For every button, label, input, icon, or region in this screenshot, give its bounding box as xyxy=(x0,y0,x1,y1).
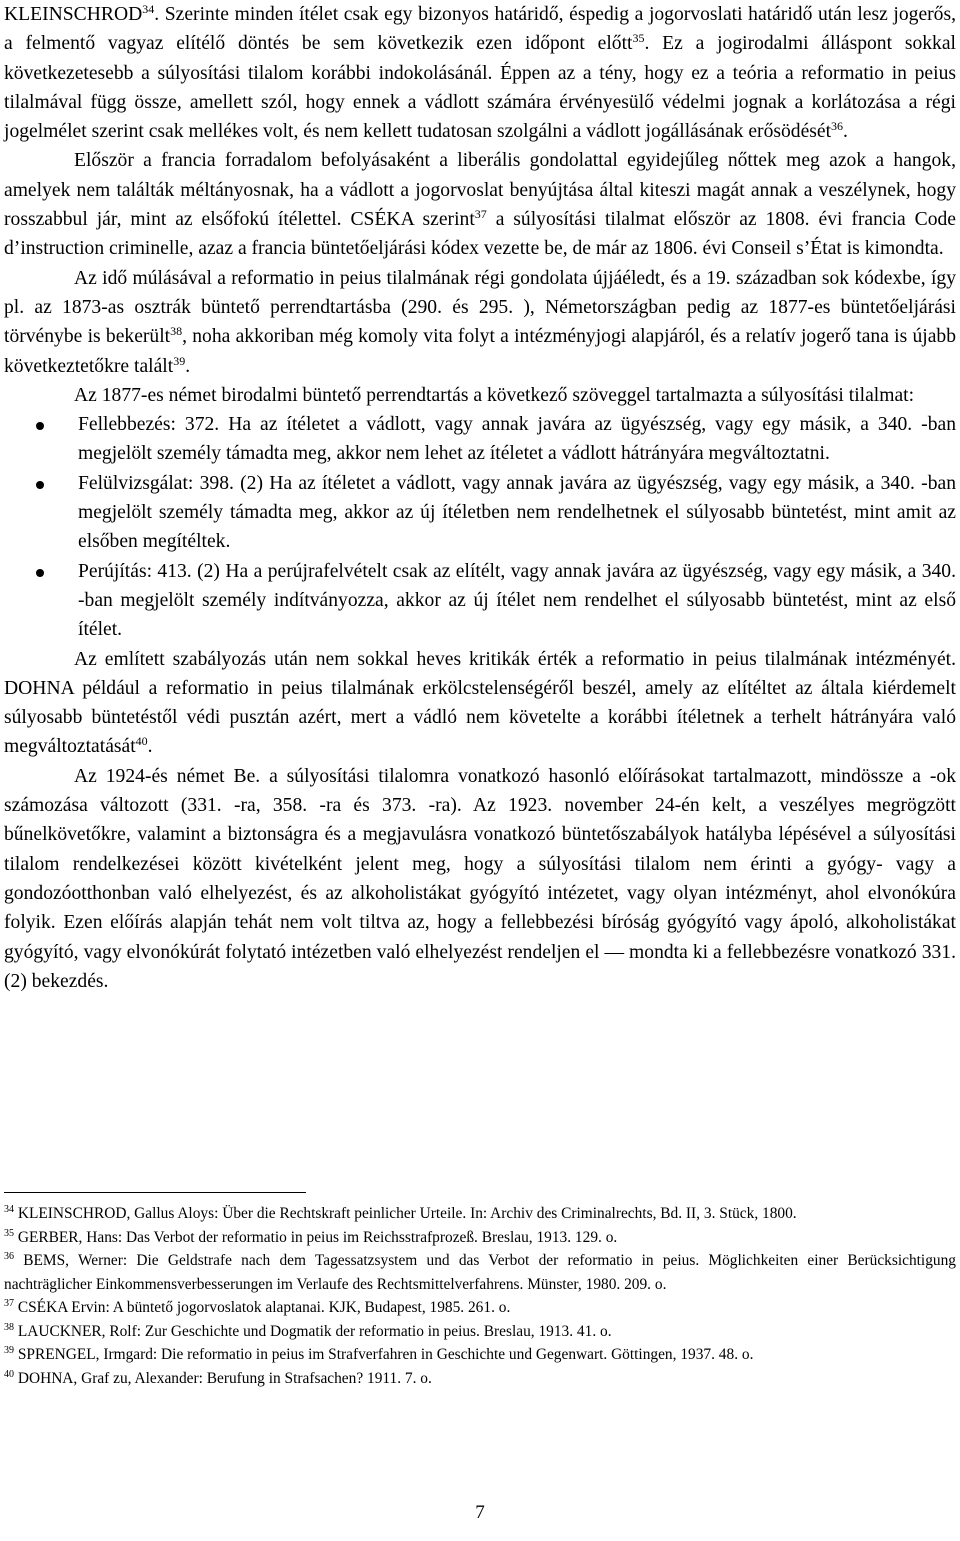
footnote-ref[interactable]: 39 xyxy=(173,353,186,368)
text-run: Először a francia forradalom befolyásaként a liberális gondolattal egyidejűleg nőttek meg azok a hangok, amelyek nem találták méltányosnak, ha a vádlott a jogorvoslat benyújtása által kiteszi magát annak a veszélynek, hogy rosszabbul jár, mint az elsőfokú ítélettel. CSÉKA szerint xyxy=(4,150,956,231)
text-run: Az 1924-és német Be. a súlyosítási tilalomra vonatkozó hasonló előírásokat tartalmazott, mindössze a -ok számozása változott (331. -ra, 358. -ra és 373. -ra). Az 1923. november 24-én kelt, a veszélyes megrögzött bűnelkövetőkre, valamint a biztonságra és a megjavulásra vonatkozó büntetőszabályok hatályba lépésével a súlyosítási tilalom rendelkezései között kivételként jelent meg, hogy a súlyosítási tilalom nem érinti a gyógy- vagy a gondozóotthonban való elhelyezést, és az alkoholistákat gyógyító intézetet, vagy olyan intézményt, ahol elvonókúra folyik. Ezen előírás alapján tehát nem volt tiltva az, hogy a fellebbezési bíróság gyógyító vagy ápoló, alkoholistákat gyógyító, vagy elvonókúrát folytató intézetben való elhelyezést rendeljen el — mondta ki a fellebbezésre vonatkozó 331. (2) bekezdés. xyxy=(4,765,956,992)
paragraph-4 xyxy=(4,381,956,410)
bullet-icon xyxy=(36,569,44,577)
footnote-ref[interactable]: 34 xyxy=(142,2,155,16)
paragraph-2 xyxy=(4,146,956,263)
footnote-text: CSÉKA Ervin: A büntető jogorvoslatok alaptanai. KJK, Budapest, 1985. 261. o. xyxy=(14,1299,511,1316)
footnote-number: 37 xyxy=(4,1298,14,1309)
text-run: KLEINSCHROD xyxy=(4,4,143,25)
footnote-text: LAUCKNER, Rolf: Zur Geschichte und Dogmatik der reformatio in peius. Breslau, 1913. 41. o. xyxy=(14,1322,612,1340)
paragraph-5 xyxy=(4,645,956,762)
footnote-text: SPRENGEL, Irmgard: Die reformatio in peius im Strafverfahren in Geschichte und Gegenwart. Göttingen, 1937. 48. o. xyxy=(14,1346,754,1363)
list-item xyxy=(4,557,956,645)
bullet-icon xyxy=(36,481,44,489)
footnote-number: 38 xyxy=(4,1321,14,1333)
bullet-list xyxy=(4,410,956,644)
list-item-text: Fellebbezés: 372. Ha az ítéletet a vádlott, vagy annak javára az ügyészség, vagy egy másik, a 340. -ban megjelölt személy támadta meg, akkor nem lehet az ítéletet a vádlott hátrányára megváltoztatni. xyxy=(78,414,956,465)
footnote-separator xyxy=(4,1192,306,1193)
text-run: . xyxy=(147,736,153,758)
bullet-icon xyxy=(36,422,44,430)
page-number: 7 xyxy=(475,1502,485,1523)
footnote-number: 39 xyxy=(4,1345,14,1356)
footnote xyxy=(4,1343,956,1367)
list-item xyxy=(4,469,956,557)
body-text xyxy=(4,0,956,996)
text-run: Az 1877-es német birodalmi büntető perrendtartás a következő szöveggel tartalmazta a súlyosítási tilalmat: xyxy=(74,384,915,406)
footnote-text: KLEINSCHROD, Gallus Aloys: Über die Rechtskraft peinlicher Urteile. In: Archiv des Criminalrechts, Bd. II, 3. Stück, 1800. xyxy=(14,1205,797,1222)
list-item-text: Felülvizsgálat: 398. (2) Ha az ítéletet a vádlott, vagy annak javára az ügyészség, vagy egy másik, a 340. -ban megjelölt személy támadta meg, akkor az új ítéletben nem rendelhetnek el súlyosabb büntetést, mint amit az elsőben megítéltek. xyxy=(78,472,956,553)
footnote-ref[interactable]: 36 xyxy=(831,119,844,134)
text-run: . xyxy=(843,121,848,143)
text-run: . Szerinte minden ítélet csak egy bizonyos határidő, éspedig a jogorvoslati határidő után lesz jogerős, a felmentő vagyaz elítélő döntés be sem következik ezen időpont előtt xyxy=(4,4,956,55)
text-run: Az idő múlásával a reformatio in peius tilalmának régi gondolata újjáéledt, és a 19. században sok kódexbe, így pl. az 1873-as osztrák büntető perrendtartásba (290. és 295. ), Németországban pedig az 1877-es büntetőeljárási törvénybe is bekerült xyxy=(4,267,956,348)
text-run: a súlyosítási tilalmat először az 1808. évi francia Code d’instruction criminelle, azaz a francia büntetőeljárási kódex vezette be, de már az 1806. évi Conseil s’État is kimondta. xyxy=(4,209,956,260)
footnote-text: DOHNA, Graf zu, Alexander: Berufung in Strafsachen? 1911. 7. o. xyxy=(14,1369,432,1387)
footnote xyxy=(4,1226,956,1250)
footnote xyxy=(4,1202,956,1226)
footnote-number: 34 xyxy=(4,1204,14,1215)
list-item-text: Perújítás: 413. (2) Ha a perújrafelvételt csak az elítélt, vagy annak javára az ügyészség, vagy egy másik, a 340. -ban megjelölt személy indítványozza, akkor az új ítélet nem rendelhet el súlyosabb büntetést, mint az első ítélet. xyxy=(78,560,956,641)
text-run: . xyxy=(185,355,191,377)
text-run: , noha akkoriban még komoly vita folyt a intézményjogi alapjáról, és a relatív jogerő tana is újabb következtetőkre talált xyxy=(4,326,956,377)
paragraph-6 xyxy=(4,762,956,996)
footnote-number: 40 xyxy=(4,1368,14,1380)
footnote xyxy=(4,1296,956,1320)
text-run: . Ez a jogirodalmi álláspont sokkal következetesebb a súlyosítási tilalom korábbi indokolásánál. Éppen az a tény, hogy ez a teória a reformatio in peius tilalmával függ össze, amellett szól, hogy ennek a vádlott számára érvényesülő védelmi jognak a korlátozása a régi jogelmélet szerint csak mellékes volt, és nem kellett tudatosan szolgálni a vádlott jogállásának erősödését xyxy=(4,33,956,143)
paragraph-3 xyxy=(4,264,956,381)
footnote-number: 36 xyxy=(4,1251,14,1262)
text-run: Az említett szabályozás után nem sokkal heves kritikák érték a reformatio in peius tilalmának intézményét. DOHNA például a reformatio in peius tilalmának erkölcstelenségéről beszél, amely az elítéltet az általa kiérdemelt súlyosabb büntetéstől védi pusztán azért, mert a vádló nem követelte a korábbi ítéletnek a terhelt hátrányára való megváltoztatását xyxy=(4,648,956,758)
footnote xyxy=(4,1320,956,1344)
footnote-number: 35 xyxy=(4,1227,14,1239)
footnote-text: BEMS, Werner: Die Geldstrafe nach dem Tagessatzsystem und das Verbot der reformatio in peius. Möglichkeiten einer Berücksichtigung nachträglicher Einkommensverbesserungen im Verlaufe des Rechtsmittelverfahrens. Münster, 1980. 209. o. xyxy=(4,1252,956,1293)
footnote xyxy=(4,1249,956,1296)
footnote-ref[interactable]: 35 xyxy=(632,31,645,46)
footnote-ref[interactable]: 40 xyxy=(135,734,148,749)
document-page xyxy=(4,0,956,1387)
footnote xyxy=(4,1367,956,1391)
footnote-text: GERBER, Hans: Das Verbot der reformatio in peius im Reichsstrafprozeß. Breslau, 1913. 129. o. xyxy=(14,1228,618,1246)
footnote-ref[interactable]: 38 xyxy=(170,324,183,339)
list-item xyxy=(4,410,956,469)
paragraph-1 xyxy=(4,0,956,146)
footnote-ref[interactable]: 37 xyxy=(474,207,487,222)
footnotes xyxy=(4,1202,956,1390)
